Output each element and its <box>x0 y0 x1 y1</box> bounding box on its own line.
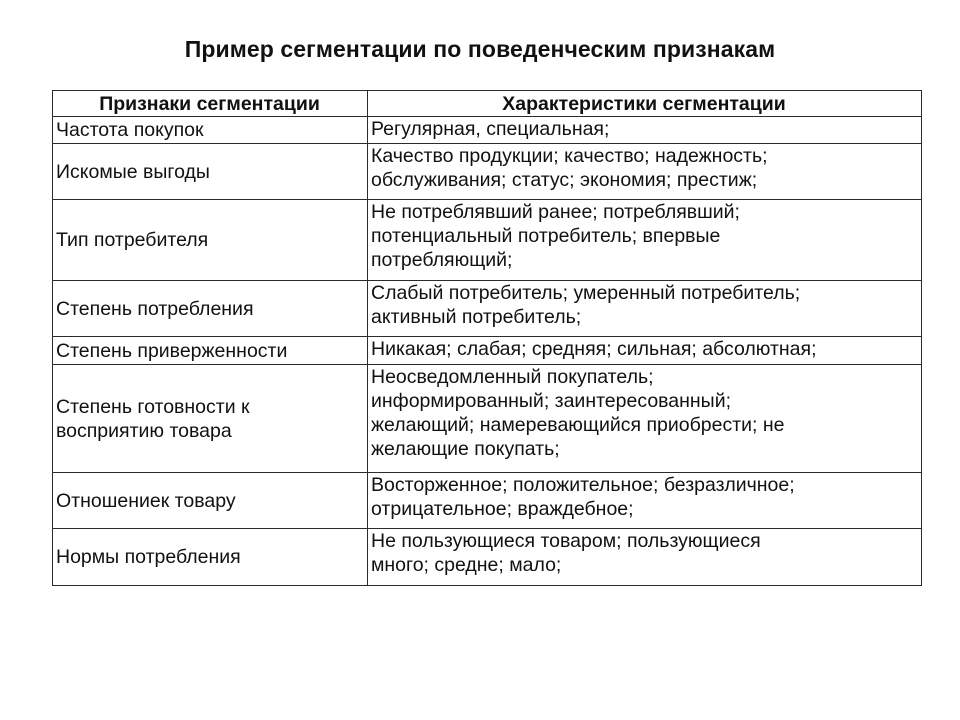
cell-text: активный потребитель; <box>371 306 582 328</box>
cell-text: Тип потребителя <box>56 229 209 251</box>
cell-sign <box>53 281 368 337</box>
cell-text: Не пользующиеся товаром; пользующиеся <box>371 530 761 552</box>
cell-sign <box>53 200 368 281</box>
cell-text: Неосведомленный покупатель; <box>371 366 654 388</box>
cell-sign <box>53 365 368 473</box>
cell-text: Частота покупок <box>56 119 204 141</box>
cell-text: Степень приверженности <box>56 339 288 362</box>
cell-characteristics <box>368 473 922 529</box>
cell-text: желающий; намеревающийся приобрести; не <box>371 414 785 436</box>
cell-text: Регулярная, специальная; <box>371 118 610 140</box>
cell-text: восприятию товара <box>56 419 232 442</box>
cell-sign <box>53 117 368 144</box>
table-row <box>53 529 922 586</box>
cell-text: много; средне; мало; <box>371 554 562 576</box>
cell-text: информированный; заинтересованный; <box>371 390 732 412</box>
cell-text: обслуживания; статус; экономия; престиж; <box>371 169 758 191</box>
table-row <box>53 473 922 529</box>
cell-text: Никакая; слабая; средняя; сильная; абсолютная; <box>371 338 817 360</box>
table-row <box>53 365 922 473</box>
segmentation-table <box>52 90 922 586</box>
cell-text: Отношениек товару <box>56 489 236 512</box>
cell-sign <box>53 144 368 200</box>
cell-text: желающие покупать; <box>371 438 560 460</box>
table-row <box>53 117 922 144</box>
cell-text: потенциальный потребитель; впервые <box>371 225 721 247</box>
cell-characteristics <box>368 281 922 337</box>
cell-sign <box>53 337 368 365</box>
cell-text: Степень потребления <box>56 297 254 320</box>
cell-characteristics <box>368 337 922 365</box>
cell-sign <box>53 529 368 586</box>
cell-characteristics <box>368 200 922 281</box>
table-row <box>53 281 922 337</box>
cell-sign <box>53 473 368 529</box>
table-row <box>53 200 922 281</box>
header-characteristics: Характеристики сегментации <box>368 91 922 117</box>
cell-characteristics <box>368 365 922 473</box>
cell-text: Нормы потребления <box>56 546 241 568</box>
cell-text: Не потреблявший ранее; потреблявший; <box>371 201 740 223</box>
table-header-row <box>53 91 922 117</box>
slide-title: Пример сегментации по поведенческим признакам <box>184 36 776 62</box>
cell-text: потребляющий; <box>371 249 513 271</box>
cell-text: Искомые выгоды <box>56 160 210 183</box>
cell-text: отрицательное; враждебное; <box>371 498 634 520</box>
cell-characteristics <box>368 117 922 144</box>
header-signs: Признаки сегментации <box>53 91 368 117</box>
cell-text: Качество продукции; качество; надежность; <box>371 145 768 167</box>
cell-characteristics <box>368 144 922 200</box>
cell-text: Степень готовности к <box>56 395 250 418</box>
cell-text: Восторженное; положительное; безразличное; <box>371 474 795 496</box>
cell-text: Слабый потребитель; умеренный потребитель; <box>371 282 801 304</box>
table-row <box>53 144 922 200</box>
table-row <box>53 337 922 365</box>
cell-characteristics <box>368 529 922 586</box>
